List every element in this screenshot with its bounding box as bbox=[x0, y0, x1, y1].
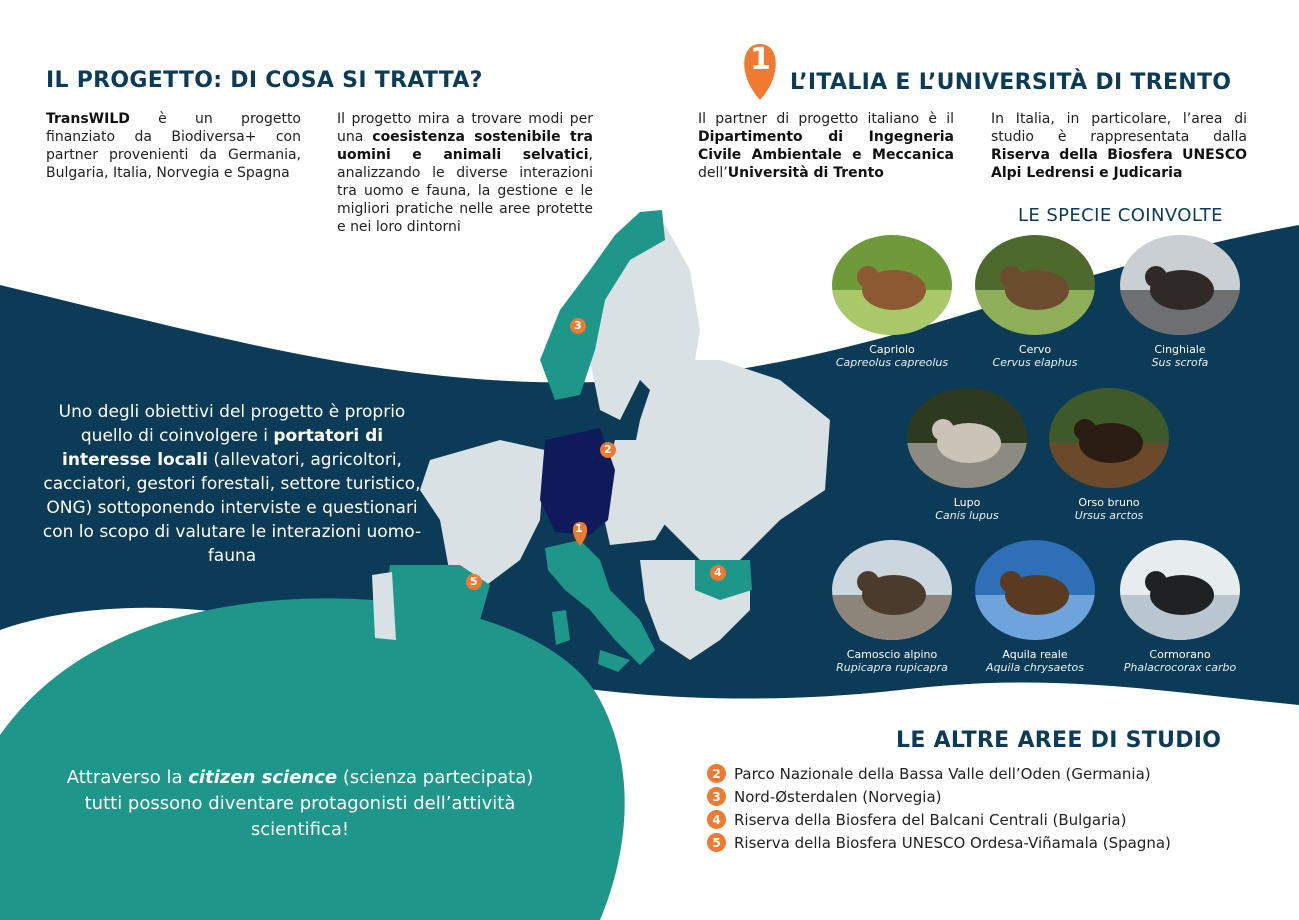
area-badge: 4 bbox=[707, 810, 726, 829]
area-name: Riserva della Biosfera del Balcani Centrali (Bulgaria) bbox=[734, 810, 1127, 829]
species-card bbox=[902, 388, 1032, 522]
italy-title: L’ITALIA E L’UNIVERSITÀ DI TRENTO bbox=[790, 70, 1232, 95]
species-photo bbox=[832, 235, 952, 335]
partner-text-pre: Il partner di progetto italiano è il bbox=[698, 111, 954, 127]
pin-number: 1 bbox=[750, 42, 771, 77]
teal-blob bbox=[0, 598, 625, 920]
list-item bbox=[707, 808, 1171, 831]
goal-text-post: , analizzando le diverse interazioni tra uomo e fauna, la gestione e le migliori pratiche nelle aree protette e nei loro dintorni bbox=[337, 147, 593, 235]
citizen-em: citizen science bbox=[188, 767, 338, 788]
citizen-post: (scienza partecipata) tutti possono diventare protagonisti dell’attività scientifica! bbox=[84, 767, 534, 840]
area-badge: 5 bbox=[707, 833, 726, 852]
stakeholders-post: (allevatori, agricoltori, cacciatori, gestori forestali, settore turistico, ONG) sottoponendo interviste e questionari con lo scopo di valutare le interazioni uomo-fauna bbox=[42, 450, 422, 566]
species-scientific-name: Rupicapra rupicapra bbox=[836, 661, 948, 674]
italy-partner bbox=[698, 110, 954, 182]
species-photo bbox=[975, 540, 1095, 640]
species-name: Lupo bbox=[953, 496, 981, 509]
partner-university: Università di Trento bbox=[727, 165, 884, 181]
partner-department: Dipartimento di Ingegneria Civile Ambientale e Meccanica bbox=[698, 129, 954, 163]
citizen-pre: Attraverso la bbox=[66, 767, 189, 788]
species-card bbox=[970, 540, 1100, 674]
species-card bbox=[1115, 235, 1245, 369]
italy-area bbox=[991, 110, 1247, 182]
area-text-pre: In Italia, in particolare, l’area di studio è rappresentata dalla bbox=[991, 111, 1247, 145]
species-name: Aquila reale bbox=[1002, 648, 1068, 661]
goal-text-pre: Il progetto mira a trovare modi per una bbox=[337, 111, 593, 145]
citizen-science-text bbox=[50, 765, 550, 843]
species-card bbox=[970, 235, 1100, 369]
species-photo bbox=[1120, 540, 1240, 640]
species-name: Orso bruno bbox=[1078, 496, 1140, 509]
species-name: Camoscio alpino bbox=[846, 648, 938, 661]
area-badge: 2 bbox=[707, 764, 726, 783]
species-scientific-name: Cervus elaphus bbox=[992, 356, 1078, 369]
species-title: LE SPECIE COINVOLTE bbox=[1018, 205, 1223, 226]
map-portugal bbox=[372, 572, 396, 640]
stakeholders-bold: portatori di interesse locali bbox=[62, 426, 384, 470]
area-name: Nord-Østerdalen (Norvegia) bbox=[734, 787, 942, 806]
goal-text-bold: coesistenza sostenibile tra uomini e animali selvatici bbox=[337, 129, 593, 163]
species-scientific-name: Aquila chrysaetos bbox=[986, 661, 1084, 674]
project-title: IL PROGETTO: DI COSA SI TRATTA? bbox=[46, 68, 483, 93]
species-name: Cervo bbox=[1018, 343, 1052, 356]
project-name: TransWILD bbox=[46, 111, 130, 127]
marker-label: 4 bbox=[714, 566, 722, 579]
area-name: Riserva della Biosfera UNESCO Ordesa-Viñamala (Spagna) bbox=[734, 833, 1171, 852]
area-badge: 3 bbox=[707, 787, 726, 806]
species-photo bbox=[1120, 235, 1240, 335]
species-photo bbox=[832, 540, 952, 640]
species-photo bbox=[907, 388, 1027, 488]
species-scientific-name: Capreolus capreolus bbox=[835, 356, 949, 369]
area-text-bold: Riserva della Biosfera UNESCO Alpi Ledrensi e Judicaria bbox=[991, 147, 1247, 181]
marker-label: 3 bbox=[574, 319, 582, 332]
list-item bbox=[707, 831, 1171, 854]
partner-text-mid: dell’ bbox=[698, 165, 728, 181]
area-name: Parco Nazionale della Bassa Valle dell’Oden (Germania) bbox=[734, 764, 1151, 783]
other-areas-list bbox=[707, 762, 1171, 854]
species-card bbox=[1115, 540, 1245, 674]
species-name: Capriolo bbox=[869, 343, 915, 356]
species-scientific-name: Ursus arctos bbox=[1074, 509, 1144, 522]
species-scientific-name: Canis lupus bbox=[935, 509, 999, 522]
stakeholders-text bbox=[40, 400, 424, 568]
marker-label: 5 bbox=[470, 575, 478, 588]
project-goal bbox=[337, 110, 593, 236]
marker-label: 1 bbox=[575, 522, 583, 535]
species-photo bbox=[975, 235, 1095, 335]
species-photo bbox=[1049, 388, 1169, 488]
species-scientific-name: Sus scrofa bbox=[1151, 356, 1209, 369]
project-intro bbox=[46, 110, 301, 182]
species-scientific-name: Phalacrocorax carbo bbox=[1123, 661, 1237, 674]
list-item bbox=[707, 762, 1171, 785]
other-areas-title: LE ALTRE AREE DI STUDIO bbox=[896, 728, 1222, 753]
species-card bbox=[827, 540, 957, 674]
list-item bbox=[707, 785, 1171, 808]
species-name: Cormorano bbox=[1149, 648, 1211, 661]
project-intro-text: è un progetto finanziato da Biodiversa+ con partner provenienti da Germania, Bulgaria, Italia, Norvegia e Spagna bbox=[46, 111, 301, 181]
stakeholders-pre: Uno degli obiettivi del progetto è proprio quello di coinvolgere i bbox=[58, 402, 406, 446]
species-card bbox=[1044, 388, 1174, 522]
species-card bbox=[827, 235, 957, 369]
marker-label: 2 bbox=[604, 443, 612, 456]
species-name: Cinghiale bbox=[1154, 343, 1206, 356]
